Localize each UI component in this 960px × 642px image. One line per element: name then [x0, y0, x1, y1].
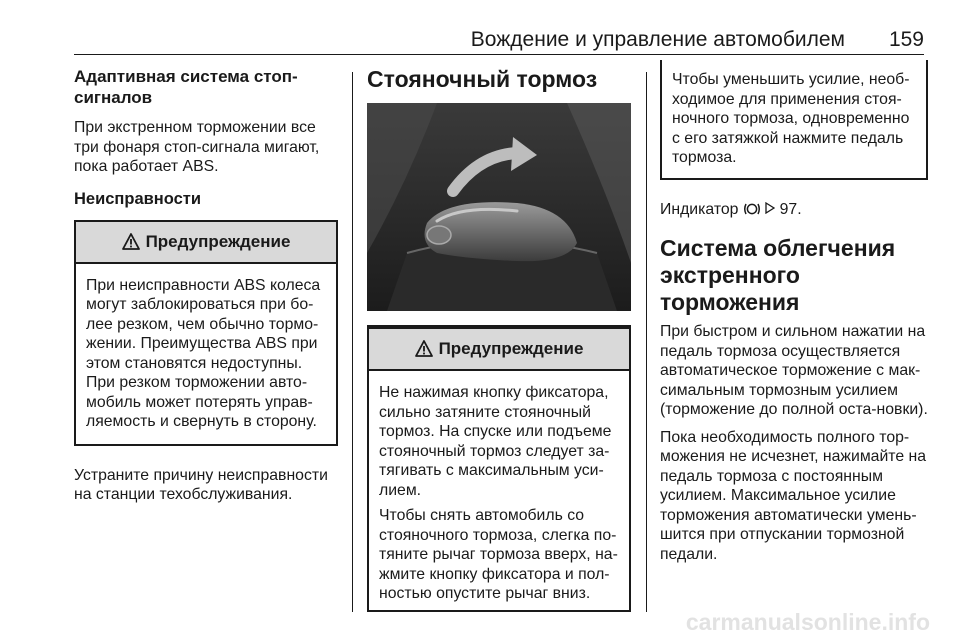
paragraph-adaptive-brake-lights: При экстренном торможении все три фонаря стоп-сигнала мигают, пока работает ABS. [74, 119, 320, 175]
section-heading-brake-assist: Система облегчения экстренного торможения [660, 235, 896, 315]
section-heading-adaptive-brake-lights: Адаптивная система стоп-сигналов [74, 67, 298, 107]
warning-text-1: Не нажимая кнопку фиксатора, сильно затяните стояночный тормоз. На спуске или подъеме стояночный тормоз следует за-тягивать с максимальным уси-лием. [379, 384, 612, 499]
warning-triangle-icon [122, 233, 140, 251]
indicator-page-ref[interactable]: 97. [779, 200, 802, 218]
warning-body [76, 264, 336, 444]
section-heading-parking-brake: Стояночный тормоз [367, 66, 598, 92]
header-rule [74, 54, 924, 55]
warning-box-parking-brake [367, 325, 631, 612]
page-number: 159 [888, 28, 924, 51]
warning-text-2: Чтобы снять автомобиль со стояночного тормоза, слегка по-тяните рычаг тормоза вверх, на-жмите кнопку фиксатора и пол-ностью опустите рычаг вниз. [379, 507, 618, 602]
warning-header [369, 327, 629, 371]
indicator-reference [660, 200, 928, 220]
reference-arrow-icon [765, 201, 779, 218]
paragraph-service: Устраните причину неисправности на станции техобслуживания. [74, 466, 328, 503]
header-title: Вождение и управление автомобилем [470, 28, 845, 51]
watermark: carmanualsonline.info [685, 609, 930, 635]
warning-header [76, 222, 336, 264]
warning-box-abs [74, 220, 338, 446]
warning-box-continued [660, 60, 928, 180]
paragraph-brake-assist-1: При быстром и сильном нажатии на педаль тормоза осуществляется автоматическое торможение с мак-симальным тормозным усилием (торможение до полной оста-новки). [660, 323, 928, 418]
indicator-label: Индикатор [660, 200, 739, 218]
warning-title: Предупреждение [145, 231, 291, 251]
warning-title: Предупреждение [438, 339, 584, 359]
warning-continued-text: Чтобы уменьшить усилие, необ-ходимое для применения стоя-ночного тормоза, одновременно с его затяжкой нажмите педаль тормоза. [672, 71, 910, 166]
paragraph-brake-assist-2: Пока необходимость полного тор-можения не исчезнет, нажимайте на педаль тормоза с постоянным усилием. Максимальное усилие торможения автоматически умень-шится при отпускании тормозной педали. [660, 428, 927, 563]
column-divider-right [646, 72, 647, 612]
column-2 [367, 66, 631, 612]
page-header [0, 0, 960, 52]
warning-triangle-icon [415, 340, 433, 358]
brake-indicator-icon [743, 202, 761, 216]
column-divider-left [352, 72, 353, 612]
parking-brake-lever-photo [367, 103, 631, 311]
warning-text: При неисправности ABS колеса могут заблокироваться при бо-лее резком, чем обычно тормо-жении. Преимущества ABS при этом становятся недоступны. При резком торможении авто-мобиль может потерять управ-ляемость и свернуть в сторону. [86, 276, 321, 430]
column-3 [660, 66, 928, 572]
warning-body [369, 371, 629, 604]
subheading-malfunctions: Неисправности [74, 189, 202, 208]
column-1 [74, 66, 338, 513]
